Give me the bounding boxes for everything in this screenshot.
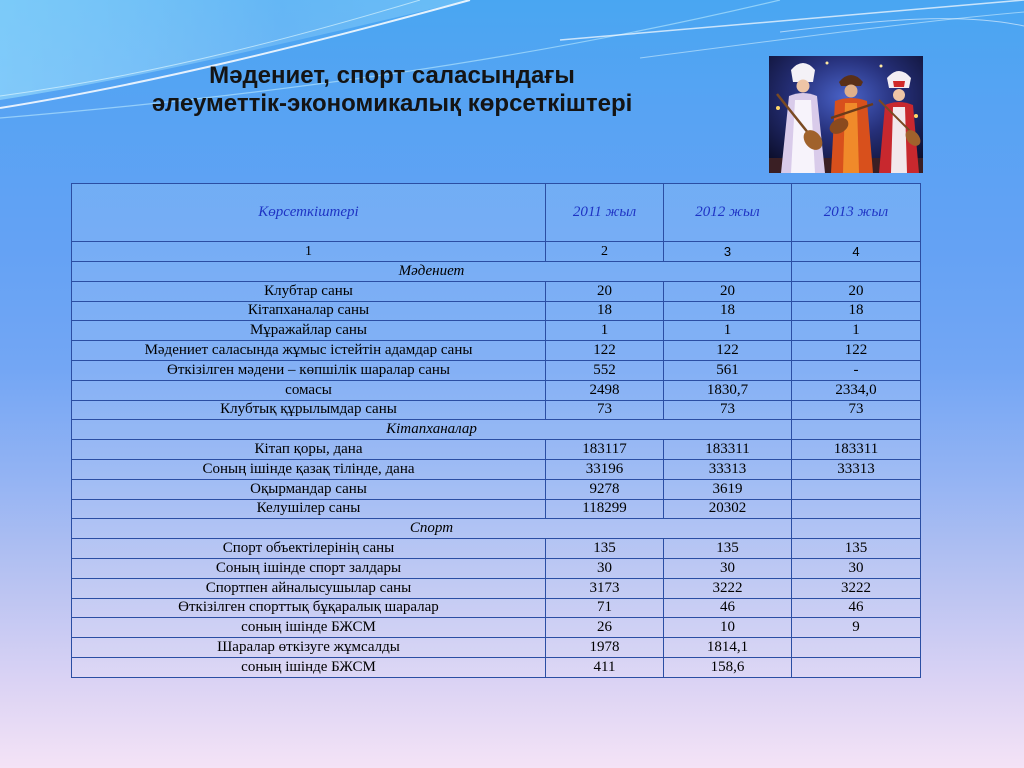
- value-2013: 18: [792, 301, 921, 321]
- table-row: [72, 301, 921, 321]
- indicator-label: Келушілер саны: [72, 499, 546, 519]
- section-row: [72, 420, 921, 440]
- section-title: Мәдениет: [72, 262, 792, 282]
- value-2013: 73: [792, 400, 921, 420]
- value-2012: 18: [664, 301, 792, 321]
- slide-title-line-2: әлеуметтік-экономикалық көрсеткіштері: [151, 90, 633, 117]
- column-header-indicator: Көрсеткіштері: [72, 184, 546, 242]
- value-2013: -: [792, 360, 921, 380]
- value-2011: 20: [546, 281, 664, 301]
- value-2012: 1830,7: [664, 380, 792, 400]
- column-header-2012: 2012 жыл: [664, 184, 792, 242]
- value-2013: [792, 499, 921, 519]
- indicator-label: Мәдениет саласында жұмыс істейтін адамдар саны: [72, 341, 546, 361]
- value-2011: 73: [546, 400, 664, 420]
- indicator-label: Соның ішінде спорт залдары: [72, 558, 546, 578]
- table-row: [72, 657, 921, 677]
- value-2012: 1: [664, 321, 792, 341]
- column-number-row: [72, 242, 921, 262]
- value-2012: 183311: [664, 440, 792, 460]
- value-2011: 411: [546, 657, 664, 677]
- indicator-label: Кітап қоры, дана: [72, 440, 546, 460]
- value-2013: 135: [792, 539, 921, 559]
- value-2011: 3173: [546, 578, 664, 598]
- empty-cell: [792, 262, 921, 282]
- musicians-photo: [769, 56, 923, 173]
- section-row: [72, 519, 921, 539]
- value-2013: 2334,0: [792, 380, 921, 400]
- value-2011: 71: [546, 598, 664, 618]
- value-2012: 33313: [664, 459, 792, 479]
- table-row: [72, 440, 921, 460]
- indicator-label: соның ішінде БЖСМ: [72, 618, 546, 638]
- value-2011: 26: [546, 618, 664, 638]
- value-2011: 183117: [546, 440, 664, 460]
- indicator-label: Шаралар өткізуге жұмсалды: [72, 638, 546, 658]
- indicator-label: Кітапханалар саны: [72, 301, 546, 321]
- table-row: [72, 618, 921, 638]
- value-2013: [792, 657, 921, 677]
- column-number: 1: [72, 242, 546, 262]
- indicator-label: Спорт объектілерінің саны: [72, 539, 546, 559]
- indicator-label: Клубтар саны: [72, 281, 546, 301]
- value-2012: 3619: [664, 479, 792, 499]
- value-2011: 118299: [546, 499, 664, 519]
- table-header-row: [72, 184, 921, 242]
- value-2013: 20: [792, 281, 921, 301]
- column-number: 2: [546, 242, 664, 262]
- value-2012: 46: [664, 598, 792, 618]
- value-2012: 135: [664, 539, 792, 559]
- indicator-label: Өткізілген спорттық бұқаралық шаралар: [72, 598, 546, 618]
- table-row: [72, 281, 921, 301]
- value-2012: 10: [664, 618, 792, 638]
- value-2012: 20302: [664, 499, 792, 519]
- column-header-2011: 2011 жыл: [546, 184, 664, 242]
- value-2012: 3222: [664, 578, 792, 598]
- value-2011: 2498: [546, 380, 664, 400]
- indicator-label: соның ішінде БЖСМ: [72, 657, 546, 677]
- column-number: 4: [792, 242, 921, 262]
- table-row: [72, 360, 921, 380]
- value-2013: [792, 638, 921, 658]
- table-row: [72, 380, 921, 400]
- value-2011: 33196: [546, 459, 664, 479]
- value-2011: 122: [546, 341, 664, 361]
- value-2011: 30: [546, 558, 664, 578]
- table-row: [72, 479, 921, 499]
- table-row: [72, 459, 921, 479]
- value-2012: 30: [664, 558, 792, 578]
- value-2013: 1: [792, 321, 921, 341]
- table-row: [72, 321, 921, 341]
- indicator-label: Клубтық құрылымдар саны: [72, 400, 546, 420]
- section-title: Спорт: [72, 519, 792, 539]
- value-2011: 135: [546, 539, 664, 559]
- table-row: [72, 638, 921, 658]
- value-2012: 158,6: [664, 657, 792, 677]
- value-2013: 46: [792, 598, 921, 618]
- section-row: [72, 262, 921, 282]
- indicator-label: сомасы: [72, 380, 546, 400]
- indicators-table: [71, 183, 921, 678]
- indicator-label: Спортпен айналысушылар саны: [72, 578, 546, 598]
- table-row: [72, 400, 921, 420]
- value-2013: [792, 479, 921, 499]
- value-2011: 9278: [546, 479, 664, 499]
- table-row: [72, 598, 921, 618]
- empty-cell: [792, 420, 921, 440]
- value-2013: 183311: [792, 440, 921, 460]
- indicator-label: Соның ішінде қазақ тілінде, дана: [72, 459, 546, 479]
- value-2011: 1978: [546, 638, 664, 658]
- value-2012: 20: [664, 281, 792, 301]
- table-row: [72, 341, 921, 361]
- value-2012: 122: [664, 341, 792, 361]
- column-number: 3: [664, 242, 792, 262]
- value-2013: 33313: [792, 459, 921, 479]
- slide-title-line-1: Мәдениет, спорт саласындағы: [209, 62, 575, 89]
- value-2013: 3222: [792, 578, 921, 598]
- value-2012: 73: [664, 400, 792, 420]
- value-2011: 552: [546, 360, 664, 380]
- indicator-label: Оқырмандар саны: [72, 479, 546, 499]
- empty-cell: [792, 519, 921, 539]
- slide-title: [92, 62, 692, 118]
- table-row: [72, 578, 921, 598]
- section-title: Кітапханалар: [72, 420, 792, 440]
- indicator-label: Мұражайлар саны: [72, 321, 546, 341]
- value-2011: 18: [546, 301, 664, 321]
- indicator-label: Өткізілген мәдени – көпшілік шаралар саны: [72, 360, 546, 380]
- value-2013: 122: [792, 341, 921, 361]
- value-2013: 9: [792, 618, 921, 638]
- column-header-2013: 2013 жыл: [792, 184, 921, 242]
- table-row: [72, 499, 921, 519]
- value-2012: 1814,1: [664, 638, 792, 658]
- value-2012: 561: [664, 360, 792, 380]
- value-2013: 30: [792, 558, 921, 578]
- table-row: [72, 558, 921, 578]
- value-2011: 1: [546, 321, 664, 341]
- table-row: [72, 539, 921, 559]
